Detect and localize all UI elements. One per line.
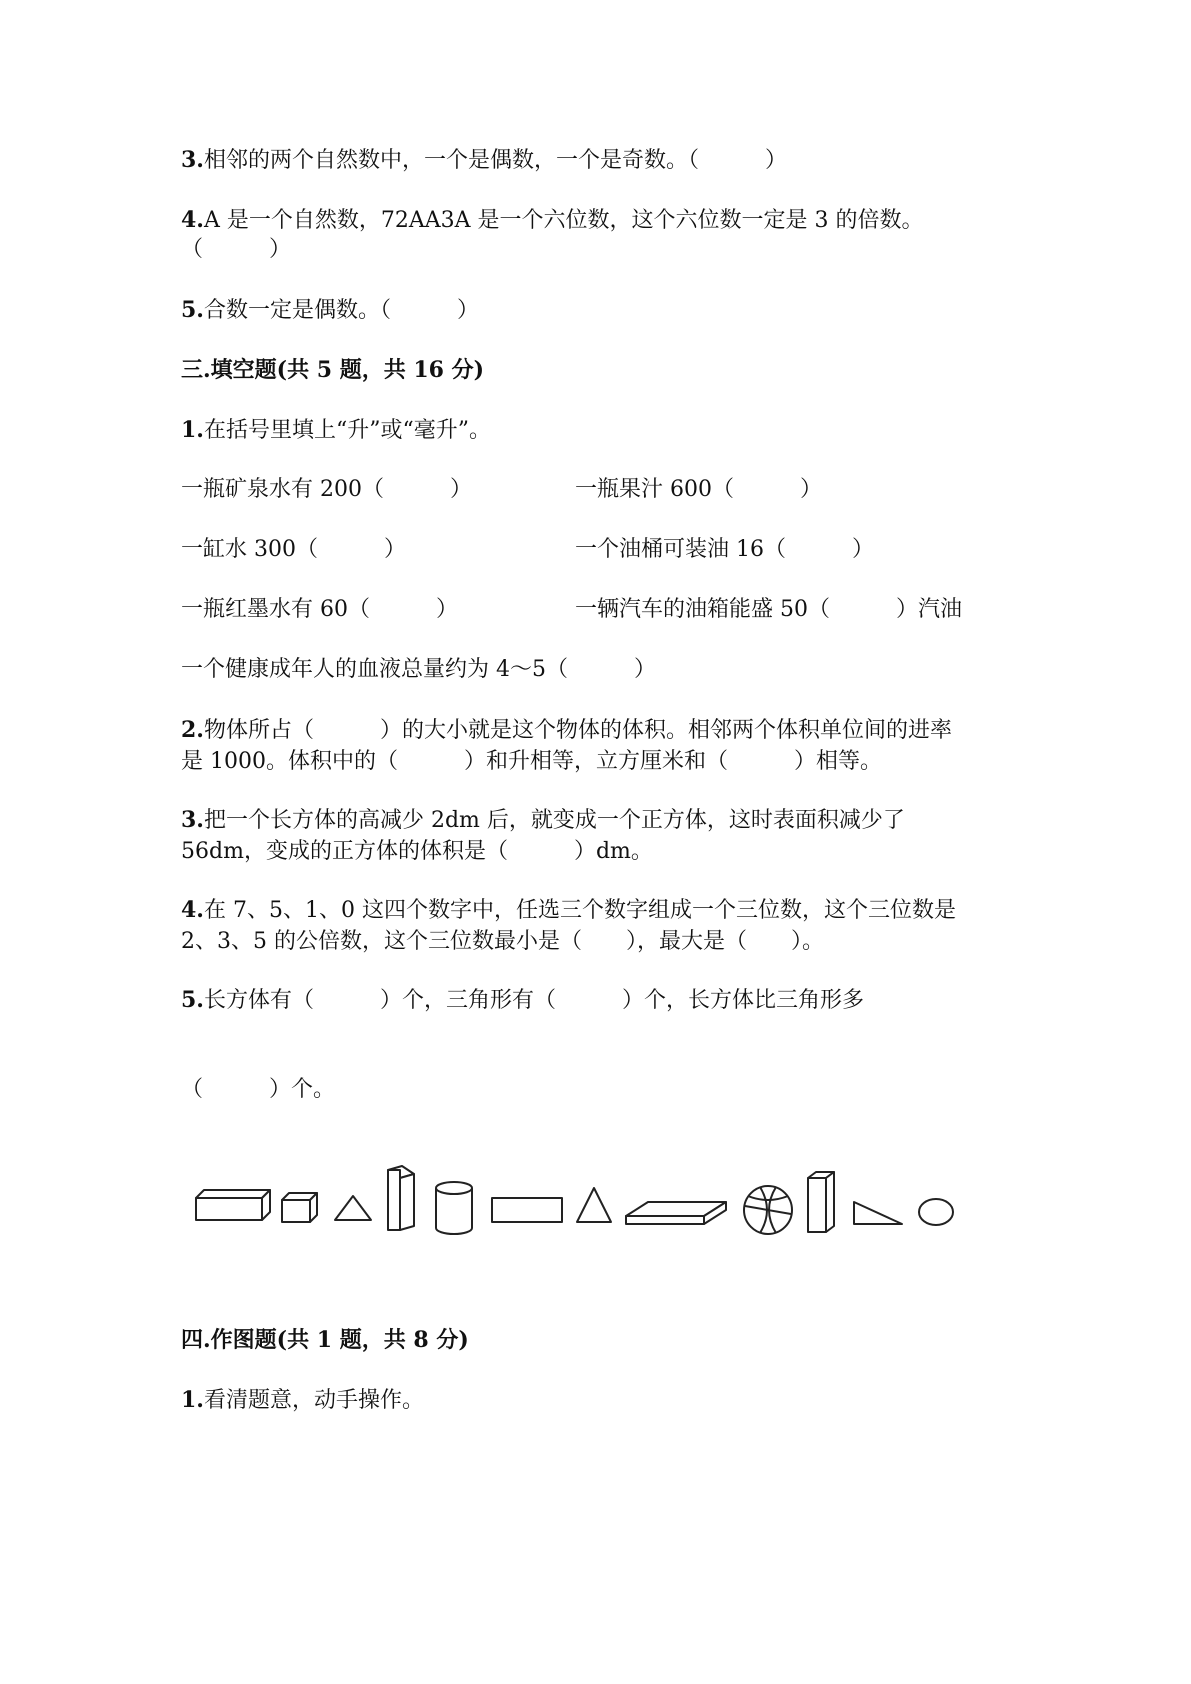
fill-question-2-cont: 是 1000。体积中的（ ）和升相等，立方厘米和（ ）相等。 (181, 749, 882, 774)
judge-question-5: 5.合数一定是偶数。（ ） (181, 297, 479, 323)
fill-question-3-cont: 56dm，变成的正方体的体积是（ ）dm。 (181, 839, 653, 864)
cylinder-shape (436, 1182, 472, 1234)
tall-cuboid-shape (808, 1172, 834, 1232)
fill-question-1: 1.在括号里填上“升”或“毫升”。 (181, 417, 491, 443)
tall-cuboid-shape (388, 1166, 414, 1230)
ellipse-shape (919, 1199, 953, 1225)
fill-question-5-cont: （ ）个。 (181, 1077, 336, 1102)
unit-item: 一个健康成年人的血液总量约为 4～5（ ） (181, 657, 656, 682)
triangle-shape (577, 1188, 611, 1222)
unit-item: 一瓶矿泉水有 200（ ） (181, 477, 472, 502)
unit-item: 一缸水 300（ ） (181, 537, 406, 562)
fill-question-4: 4.在 7、5、1、0 这四个数字中，任选三个数字组成一个三位数，这个三位数是 (181, 897, 956, 923)
flat-cuboid-shape (626, 1202, 726, 1224)
unit-item: 一瓶红墨水有 60（ ） (181, 597, 458, 622)
long-cuboid-shape (196, 1190, 270, 1220)
judge-question-4-cont: （ ） (181, 237, 292, 262)
judge-question-3: 3.相邻的两个自然数中，一个是偶数，一个是奇数。（ ） (181, 147, 787, 173)
fill-question-2: 2.物体所占（ ）的大小就是这个物体的体积。相邻两个体积单位间的进率 (181, 717, 952, 743)
basketball-shape (744, 1186, 792, 1234)
unit-item: 一瓶果汁 600（ ） (575, 477, 822, 502)
unit-item: 一个油桶可装油 16（ ） (575, 537, 874, 562)
rectangle-shape (492, 1198, 562, 1222)
triangle-shape (335, 1196, 371, 1220)
small-cube-shape (282, 1193, 317, 1222)
unit-item: 一辆汽车的油箱能盛 50（ ）汽油 (575, 597, 962, 622)
right-triangle-shape (854, 1202, 902, 1224)
shapes-figure (190, 1160, 990, 1250)
fill-question-3: 3.把一个长方体的高减少 2dm 后，就变成一个正方体，这时表面积减少了 (181, 807, 905, 833)
section-3-title: 三.填空题(共 5 题，共 16 分) (181, 357, 485, 383)
section-4-title: 四.作图题(共 1 题，共 8 分) (181, 1327, 469, 1353)
fill-question-4-cont: 2、3、5 的公倍数，这个三位数最小是（ ），最大是（ ）。 (181, 929, 824, 954)
judge-question-4: 4.A 是一个自然数，72AA3A 是一个六位数，这个六位数一定是 3 的倍数。 (181, 207, 924, 233)
drawing-question-1: 1.看清题意，动手操作。 (181, 1387, 424, 1413)
fill-question-5: 5.长方体有（ ）个，三角形有（ ）个，长方体比三角形多 (181, 987, 864, 1013)
